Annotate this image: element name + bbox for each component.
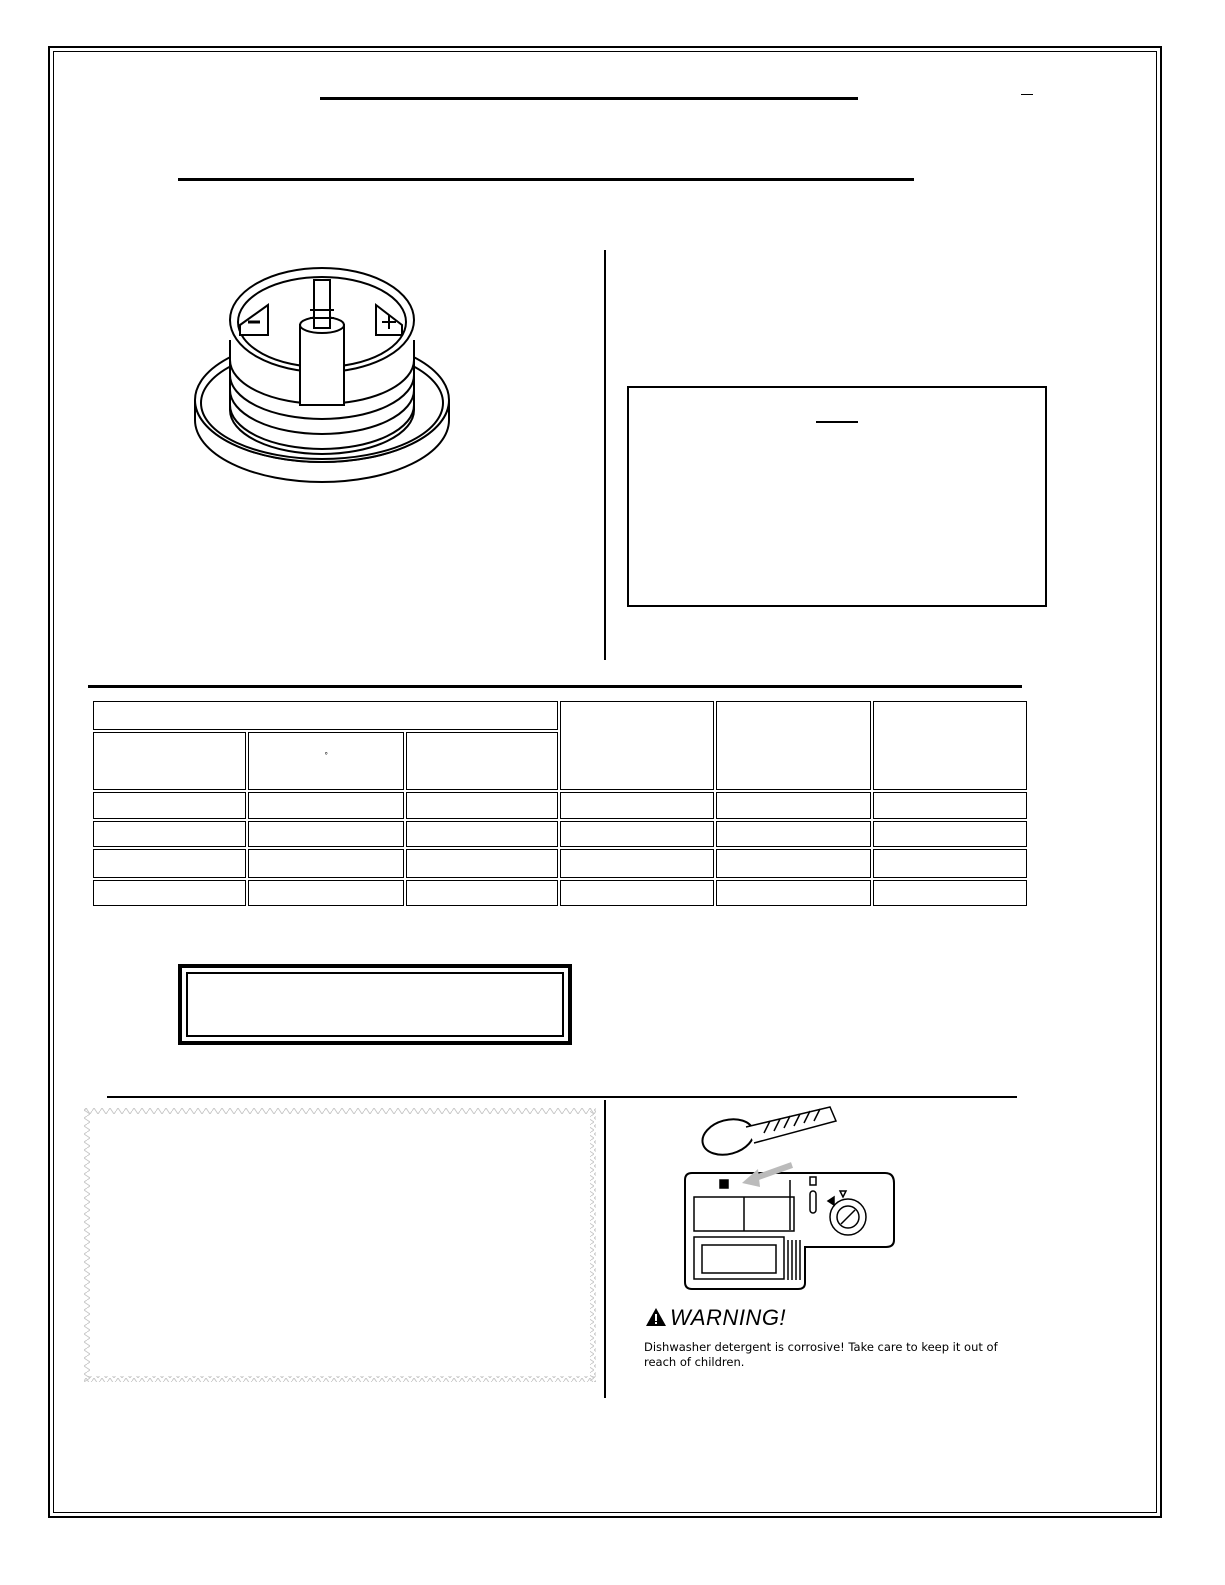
table-row — [93, 792, 1027, 819]
warning-text: Dishwasher detergent is corrosive! Take care to keep it out of reach of children. — [644, 1340, 998, 1369]
table-header-cell — [93, 732, 246, 790]
degree-symbol: ° — [324, 751, 328, 760]
table-cell — [716, 849, 871, 878]
table-cell — [406, 880, 559, 906]
section-rule-1 — [178, 178, 914, 181]
table-cell — [93, 880, 246, 906]
warning-triangle-icon — [645, 1307, 667, 1327]
detergent-dispenser-icon — [680, 1105, 900, 1290]
title-rule — [320, 97, 858, 100]
section-rule-2 — [88, 685, 1022, 688]
table-cell — [560, 880, 713, 906]
table-header-cell — [406, 732, 559, 790]
table-cell — [248, 821, 404, 847]
caution-box-inner — [186, 972, 564, 1037]
column-divider-upper — [604, 250, 606, 660]
table-cell — [248, 849, 404, 878]
page-number-rule — [1021, 94, 1033, 95]
table-cell — [560, 792, 713, 819]
table-cell — [93, 821, 246, 847]
table-cell — [873, 880, 1027, 906]
degree-symbol-cell — [248, 732, 404, 790]
table-header-cell — [716, 701, 871, 790]
table-cell — [93, 792, 246, 819]
table-cell — [873, 821, 1027, 847]
table-row — [93, 880, 1027, 906]
table-cell — [716, 792, 871, 819]
water-hardness-table — [91, 699, 1029, 908]
table-cell — [873, 792, 1027, 819]
table-header-row — [93, 701, 1027, 730]
column-divider-lower — [604, 1100, 606, 1398]
water-softener-cap-icon — [190, 260, 455, 500]
table-cell — [560, 849, 713, 878]
table-header-cell — [560, 701, 713, 790]
table-cell — [248, 880, 404, 906]
table-cell — [406, 849, 559, 878]
table-cell — [560, 821, 713, 847]
table-row — [93, 849, 1027, 878]
note-box — [627, 386, 1047, 607]
table-cell — [716, 821, 871, 847]
table-header-cell — [873, 701, 1027, 790]
table-cell — [406, 821, 559, 847]
torn-edge-box — [84, 1108, 596, 1382]
table-cell — [406, 792, 559, 819]
table-cell — [248, 792, 404, 819]
warning-title: WARNING! — [670, 1305, 787, 1330]
table-cell — [873, 849, 1027, 878]
note-heading-rule — [816, 421, 858, 423]
section-rule-3 — [107, 1096, 1017, 1098]
table-row — [93, 821, 1027, 847]
table-header-cell — [93, 701, 558, 730]
table-cell — [716, 880, 871, 906]
table-cell — [93, 849, 246, 878]
